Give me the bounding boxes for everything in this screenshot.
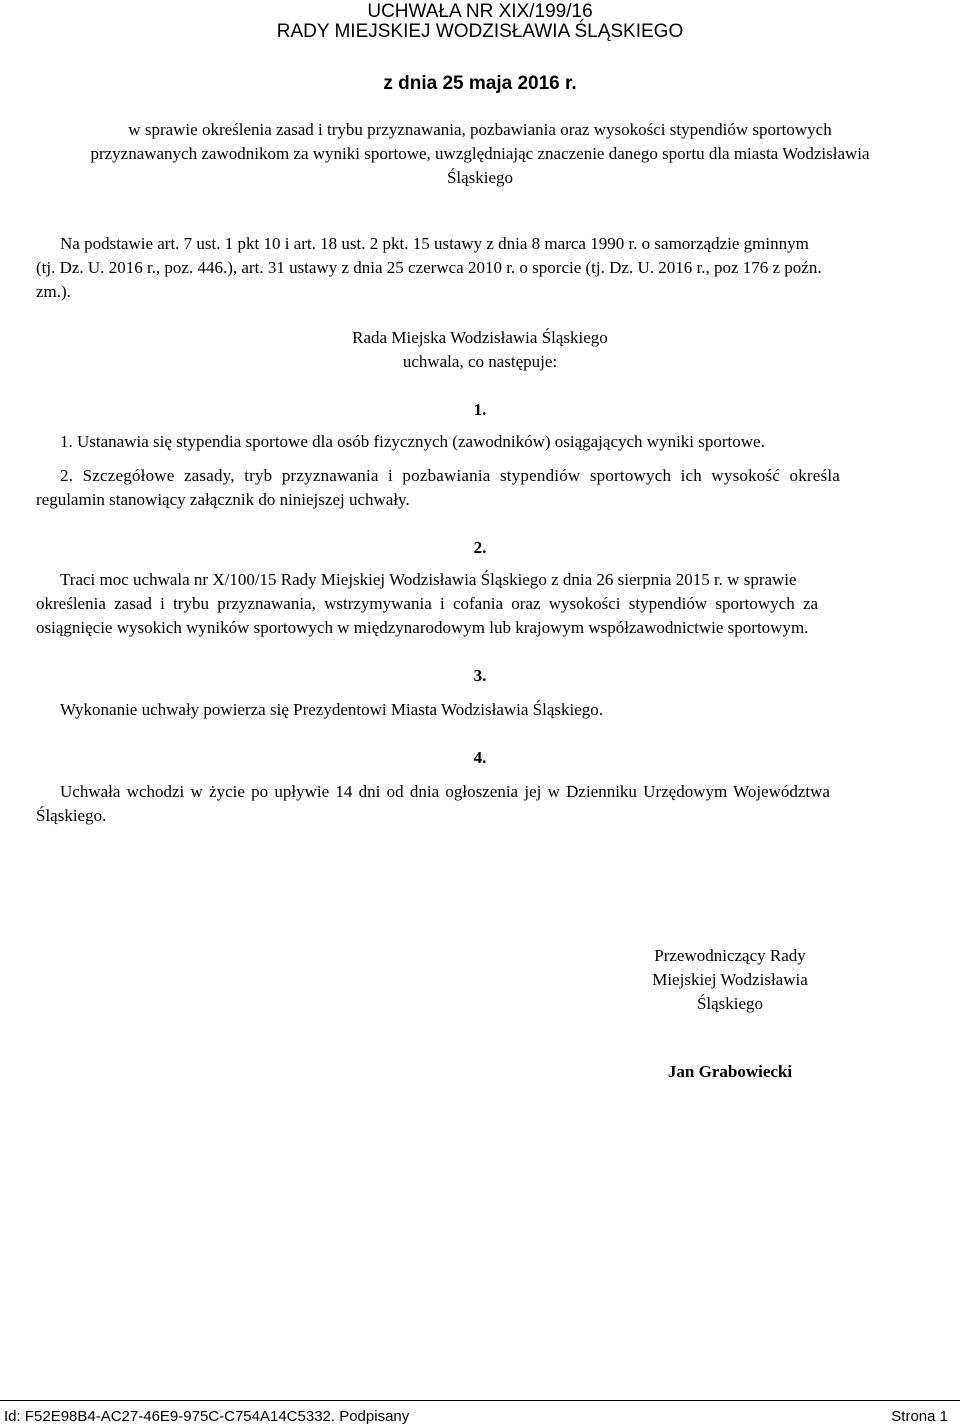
- signatory-role: Przewodniczący Rady: [654, 946, 806, 965]
- section-text: określenia zasad i trybu przyznawania, wstrzymywania i cofania oraz wysokości stypendiów sportowych za: [36, 594, 819, 613]
- council-statement: Rada Miejska Wodzisławia Śląskiego: [352, 328, 608, 347]
- section-text: Śląskiego.: [36, 806, 107, 825]
- council-statement: uchwala, co następuje:: [402, 352, 558, 371]
- subject-line: Śląskiego: [446, 168, 514, 187]
- subject-line: przyznawanych zawodnikom za wyniki sportowe, uwzględniając znaczenie danego sportu dla miasta Wodzisławia: [90, 144, 870, 163]
- section-text: Traci moc uchwala nr X/100/15 Rady Miejskiej Wodzisławia Śląskiego z dnia 26 sierpnia 2015 r. w sprawie: [60, 570, 797, 589]
- section-heading: 1.: [473, 400, 487, 419]
- item-text: Szczegółowe zasady, tryb przyznawania i pozbawiania stypendiów sportowych ich wysokość określa: [82, 466, 841, 485]
- item-number: 1.: [60, 432, 73, 451]
- footer-divider: [0, 1400, 960, 1401]
- item-number: 2.: [60, 466, 74, 485]
- item-text: Ustanawia się stypendia sportowe dla osób fizycznych (zawodników) osiągających wyniki sportowe.: [77, 432, 765, 451]
- preamble-line: zm.).: [36, 282, 71, 301]
- section-text: osiągnięcie wysokich wyników sportowych w międzynarodowym lub krajowym współzawodnictwie sportowym.: [36, 618, 809, 637]
- section-heading: 2.: [473, 538, 487, 557]
- section-text: Uchwała wchodzi w życie po upływie 14 dni od dnia ogłoszenia jej w Dzienniku Urzędowym Województwa: [60, 782, 830, 801]
- item-text: regulamin stanowiący załącznik do niniejszej uchwały.: [36, 490, 410, 509]
- resolution-date: z dnia 25 maja 2016 r.: [383, 73, 577, 94]
- council-name: RADY MIEJSKIEJ WODZISŁAWIA ŚLĄSKIEGO: [276, 21, 684, 42]
- section-item: [60, 464, 956, 488]
- section-heading: 3.: [473, 666, 487, 685]
- preamble-line: Na podstawie art. 7 ust. 1 pkt 10 i art. 18 ust. 2 pkt. 15 ustawy z dnia 8 marca 1990 r. o samorządzie gminnym: [60, 234, 809, 253]
- page-number: Strona 1: [891, 1408, 948, 1425]
- section-heading: 4.: [473, 748, 487, 767]
- section-text: Wykonanie uchwały powierza się Prezydentowi Miasta Wodzisławia Śląskiego.: [60, 700, 604, 719]
- page-footer: [0, 1406, 960, 1428]
- resolution-title: UCHWAŁA NR XIX/199/16: [367, 1, 593, 22]
- document-id: Id: F52E98B4-AC27-46E9-975C-C754A14C5332. Podpisany: [4, 1408, 410, 1425]
- signatory-role: Miejskiej Wodzisławia: [652, 970, 808, 989]
- preamble-line: (tj. Dz. U. 2016 r., poz. 446.), art. 31 ustawy z dnia 25 czerwca 2010 r. o sporcie (tj. Dz. U. 2016 r., poz 176 z poźn.: [36, 258, 822, 277]
- signatory-role: Śląskiego: [696, 994, 764, 1013]
- subject-line: w sprawie określenia zasad i trybu przyznawania, pozbawiania oraz wysokości stypendiów sportowych: [128, 120, 832, 139]
- section-item: [60, 430, 956, 454]
- signatory-name: Jan Grabowiecki: [667, 1062, 793, 1081]
